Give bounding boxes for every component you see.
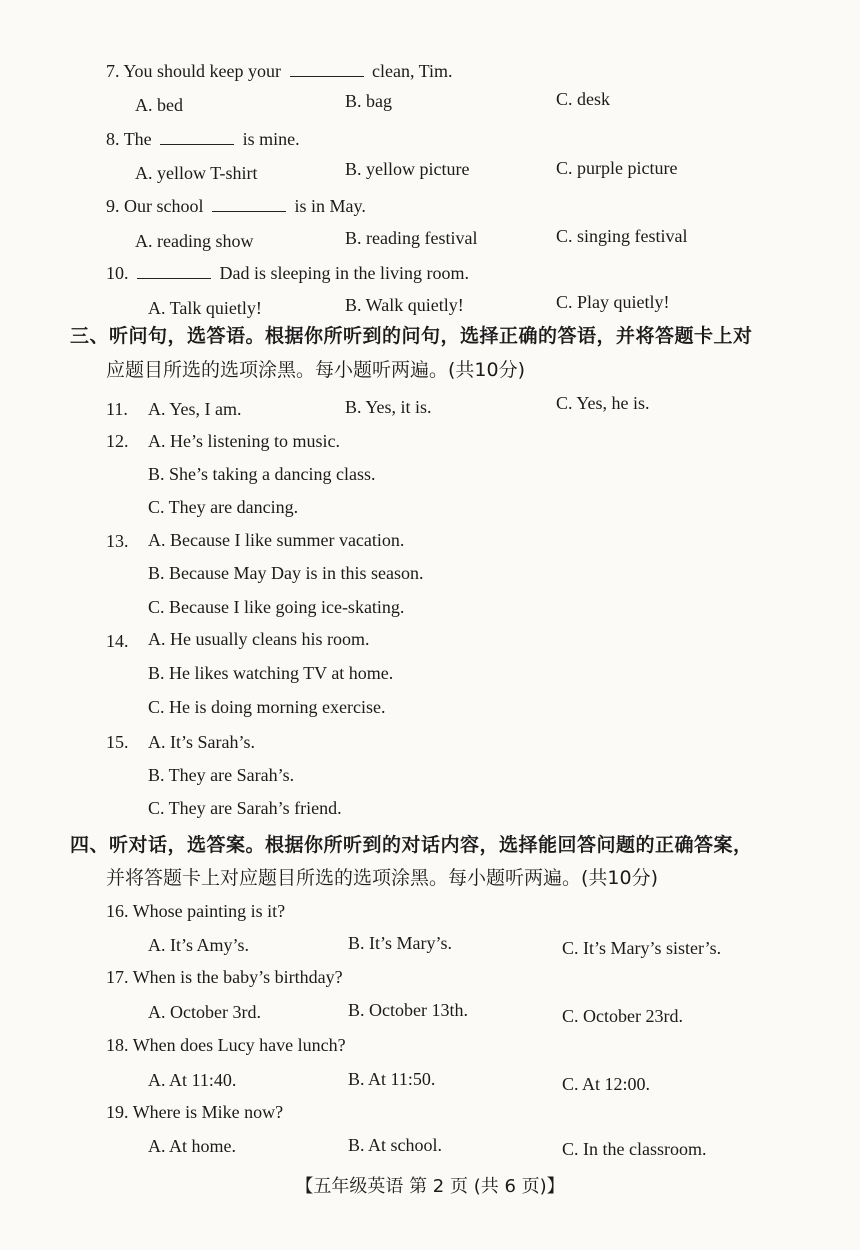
question-16-option-c: C. It’s Mary’s sister’s. <box>562 938 722 958</box>
question-number: 13. <box>106 531 129 551</box>
stem-text: is in May. <box>294 196 366 216</box>
question-15-option-b: B. They are Sarah’s. <box>148 765 295 785</box>
question-14-option-b: B. He likes watching TV at home. <box>148 663 394 683</box>
question-14-stem <box>106 630 129 652</box>
answer-blank <box>212 195 286 212</box>
question-13-option-b: B. Because May Day is in this season. <box>148 563 424 583</box>
section-3-title-cont: 应题目所选的选项涂黑。每小题听两遍。(共10分) <box>106 359 526 381</box>
question-9-option-c: C. singing festival <box>556 226 688 246</box>
question-number: 16. <box>106 901 129 921</box>
stem-text: When does Lucy have lunch? <box>132 1035 346 1055</box>
question-11-option-a: A. Yes, I am. <box>148 399 242 419</box>
stem-text: The <box>123 129 152 149</box>
question-8-option-b: B. yellow picture <box>345 159 470 179</box>
question-8-option-a: A. yellow T-shirt <box>135 163 258 183</box>
question-7-stem <box>106 60 453 82</box>
question-9-stem <box>106 195 366 217</box>
question-number: 19. <box>106 1102 129 1122</box>
section-4-title-cont: 并将答题卡上对应题目所选的选项涂黑。每小题听两遍。(共10分) <box>106 867 659 889</box>
question-10-stem <box>106 262 469 284</box>
question-number: 14. <box>106 631 129 651</box>
question-18-option-c: C. At 12:00. <box>562 1074 651 1094</box>
question-7-option-c: C. desk <box>556 89 610 109</box>
stem-text: Whose painting is it? <box>132 901 286 921</box>
question-17-stem <box>106 966 343 988</box>
question-19-option-a: A. At home. <box>148 1136 236 1156</box>
question-14-option-c: C. He is doing morning exercise. <box>148 697 386 717</box>
stem-text: You should keep your <box>123 61 282 81</box>
stem-text: Our school <box>124 196 204 216</box>
answer-blank <box>160 128 234 145</box>
question-7-option-a: A. bed <box>135 95 183 115</box>
question-11-option-c: C. Yes, he is. <box>556 393 650 413</box>
question-9-option-a: A. reading show <box>135 231 254 251</box>
question-number: 8. <box>106 129 120 149</box>
question-16-option-b: B. It’s Mary’s. <box>348 933 453 953</box>
answer-blank <box>137 262 211 279</box>
stem-text: clean, Tim. <box>372 61 453 81</box>
question-13-option-a: A. Because I like summer vacation. <box>148 530 405 550</box>
question-number: 11. <box>106 399 128 419</box>
question-19-option-b: B. At school. <box>348 1135 443 1155</box>
question-17-option-c: C. October 23rd. <box>562 1006 683 1026</box>
question-12-option-a: A. He’s listening to music. <box>148 431 340 451</box>
question-11-stem <box>106 398 128 420</box>
question-10-option-a: A. Talk quietly! <box>148 298 262 318</box>
question-8-stem <box>106 128 300 150</box>
question-17-option-a: A. October 3rd. <box>148 1002 261 1022</box>
question-15-option-a: A. It’s Sarah’s. <box>148 732 255 752</box>
question-number: 12. <box>106 431 129 451</box>
question-12-option-c: C. They are dancing. <box>148 497 299 517</box>
question-number: 17. <box>106 967 129 987</box>
question-19-stem <box>106 1101 283 1123</box>
question-10-option-c: C. Play quietly! <box>556 292 670 312</box>
question-number: 15. <box>106 732 129 752</box>
section-4-title: 四、听对话，选答案。根据你所听到的对话内容，选择能回答问题的正确答案， <box>70 834 753 856</box>
question-15-option-c: C. They are Sarah’s friend. <box>148 798 342 818</box>
stem-text: When is the baby’s birthday? <box>132 967 343 987</box>
question-number: 7. <box>106 61 120 81</box>
question-18-option-b: B. At 11:50. <box>348 1069 436 1089</box>
question-number: 10. <box>106 263 129 283</box>
answer-blank <box>290 60 364 77</box>
question-17-option-b: B. October 13th. <box>348 1000 468 1020</box>
question-9-option-b: B. reading festival <box>345 228 478 248</box>
section-3-title: 三、听问句，选答语。根据你所听到的问句，选择正确的答语，并将答题卡上对 <box>70 325 753 347</box>
page-footer: 【五年级英语 第 2 页 (共 6 页)】 <box>295 1176 565 1197</box>
question-18-stem <box>106 1034 346 1056</box>
question-16-stem <box>106 900 285 922</box>
stem-text: is mine. <box>242 129 300 149</box>
question-11-option-b: B. Yes, it is. <box>345 397 432 417</box>
question-14-option-a: A. He usually cleans his room. <box>148 629 370 649</box>
question-number: 18. <box>106 1035 129 1055</box>
question-13-stem <box>106 530 129 552</box>
question-15-stem <box>106 731 129 753</box>
question-19-option-c: C. In the classroom. <box>562 1139 707 1159</box>
question-16-option-a: A. It’s Amy’s. <box>148 935 250 955</box>
question-8-option-c: C. purple picture <box>556 158 678 178</box>
question-10-option-b: B. Walk quietly! <box>345 295 464 315</box>
question-13-option-c: C. Because I like going ice-skating. <box>148 597 405 617</box>
question-7-option-b: B. bag <box>345 91 392 111</box>
question-12-stem <box>106 430 129 452</box>
question-12-option-b: B. She’s taking a dancing class. <box>148 464 376 484</box>
question-number: 9. <box>106 196 120 216</box>
stem-text: Dad is sleeping in the living room. <box>219 263 469 283</box>
stem-text: Where is Mike now? <box>132 1102 284 1122</box>
question-18-option-a: A. At 11:40. <box>148 1070 237 1090</box>
